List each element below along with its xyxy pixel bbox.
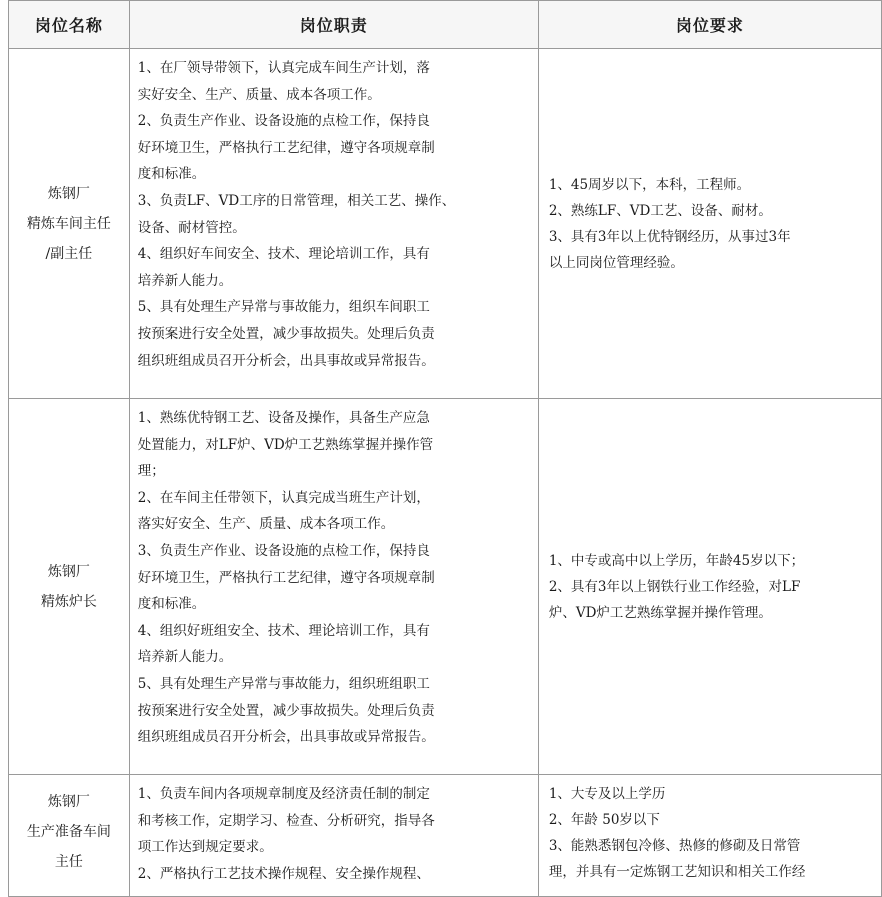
- position-name-line: 精炼车间主任: [26, 215, 111, 232]
- duty-line: 5、具有处理生产异常与事故能力，组织车间职工: [137, 299, 430, 316]
- req-line: 2、熟练LF、VD工艺、设备、耐材。: [548, 202, 772, 219]
- position-name-line: 精炼炉长: [40, 593, 97, 610]
- duty-line: 落实好安全、生产、质量、成本各项工作。: [137, 516, 395, 533]
- duty-line: 按预案进行安全处置，减少事故损失。处理后负责: [137, 325, 435, 342]
- duty-line: 组织班组成员召开分析会，出具事故或异常报告。: [137, 352, 435, 369]
- duty-line: 3、负责LF、VD工序的日常管理，相关工艺、操作、: [137, 192, 456, 209]
- duty-line: 培养新人能力。: [137, 272, 233, 289]
- duty-line: 1、在厂领导带领下，认真完成车间生产计划，落: [137, 60, 430, 76]
- requirements-cell: [538, 49, 881, 399]
- duty-line: 好环境卫生，严格执行工艺纪律，遵守各项规章制: [137, 569, 435, 586]
- header-row: [9, 1, 882, 49]
- req-line: 3、能熟悉钢包冷修、热修的修砌及日常管: [548, 838, 801, 854]
- table-row: [9, 399, 882, 775]
- req-line: 1、中专或高中以上学历，年龄45岁以下；: [548, 552, 805, 569]
- duty-line: 设备、耐材管控。: [137, 219, 246, 236]
- req-line: 炉、VD炉工艺熟练掌握并操作管理。: [548, 604, 772, 621]
- header-requirements: 岗位要求: [538, 1, 881, 49]
- duty-line: 和考核工作，定期学习、检查、分析研究，指导各: [137, 812, 435, 829]
- responsibilities-cell: [129, 775, 538, 897]
- req-line: 2、年龄 50岁以下: [548, 812, 660, 828]
- duty-line: 实好安全、生产、质量、成本各项工作。: [137, 86, 381, 103]
- table-row: [9, 49, 882, 399]
- duty-line: 2、负责生产作业、设备设施的点检工作，保持良: [137, 113, 430, 130]
- req-line: 1、45周岁以下，本科，工程师。: [548, 176, 751, 193]
- duty-line: 处置能力，对LF炉、VD炉工艺熟练掌握并操作管: [137, 436, 434, 453]
- req-line: 理，并具有一定炼钢工艺知识和相关工作经: [548, 864, 806, 880]
- job-table: [8, 0, 882, 897]
- table-row: [9, 775, 882, 897]
- position-name-line: /副主任: [45, 245, 93, 262]
- duty-line: 组织班组成员召开分析会，出具事故或异常报告。: [137, 729, 435, 746]
- duty-line: 按预案进行安全处置，减少事故损失。处理后负责: [137, 702, 435, 719]
- duty-line: 度和标准。: [137, 596, 206, 613]
- requirements-cell: [538, 775, 881, 897]
- duty-line: 4、组织好班组安全、技术、理论培训工作，具有: [137, 622, 430, 639]
- position-name-line: 炼钢厂: [47, 185, 90, 202]
- duty-line: 项工作达到规定要求。: [137, 839, 273, 856]
- duty-line: 1、熟练优特钢工艺、设备及操作，具备生产应急: [137, 410, 430, 426]
- req-line: 2、具有3年以上钢铁行业工作经验，对LF: [548, 578, 801, 595]
- duty-line: 2、在车间主任带领下，认真完成当班生产计划，: [137, 489, 430, 506]
- position-name-cell: [9, 49, 130, 399]
- position-name-cell: [9, 399, 130, 775]
- header-position-name: 岗位名称: [9, 1, 130, 49]
- duty-line: 3、负责生产作业、设备设施的点检工作，保持良: [137, 542, 430, 559]
- req-line: 1、大专及以上学历: [548, 786, 666, 802]
- responsibilities-cell: [129, 49, 538, 399]
- duty-line: 2、严格执行工艺技术操作规程、安全操作规程、: [137, 865, 430, 882]
- responsibilities-cell: [129, 399, 538, 775]
- position-name-line: 炼钢厂: [47, 794, 90, 810]
- header-responsibilities: 岗位职责: [129, 1, 538, 49]
- duty-line: 理；: [137, 463, 165, 480]
- duty-line: 好环境卫生，严格执行工艺纪律，遵守各项规章制: [137, 139, 435, 156]
- position-name-line: 炼钢厂: [47, 563, 90, 580]
- req-line: 以上同岗位管理经验。: [548, 254, 684, 271]
- position-name-line: 主任: [54, 854, 83, 870]
- duty-line: 1、负责车间内各项规章制度及经济责任制的制定: [137, 786, 430, 802]
- duty-line: 4、组织好车间安全、技术、理论培训工作，具有: [137, 246, 430, 263]
- position-name-cell: [9, 775, 130, 897]
- position-name-line: 生产准备车间: [26, 824, 111, 840]
- duty-line: 5、具有处理生产异常与事故能力，组织班组职工: [137, 675, 430, 692]
- duty-line: 度和标准。: [137, 166, 206, 183]
- duty-line: 培养新人能力。: [137, 649, 233, 666]
- requirements-cell: [538, 399, 881, 775]
- req-line: 3、具有3年以上优特钢经历，从事过3年: [548, 228, 791, 245]
